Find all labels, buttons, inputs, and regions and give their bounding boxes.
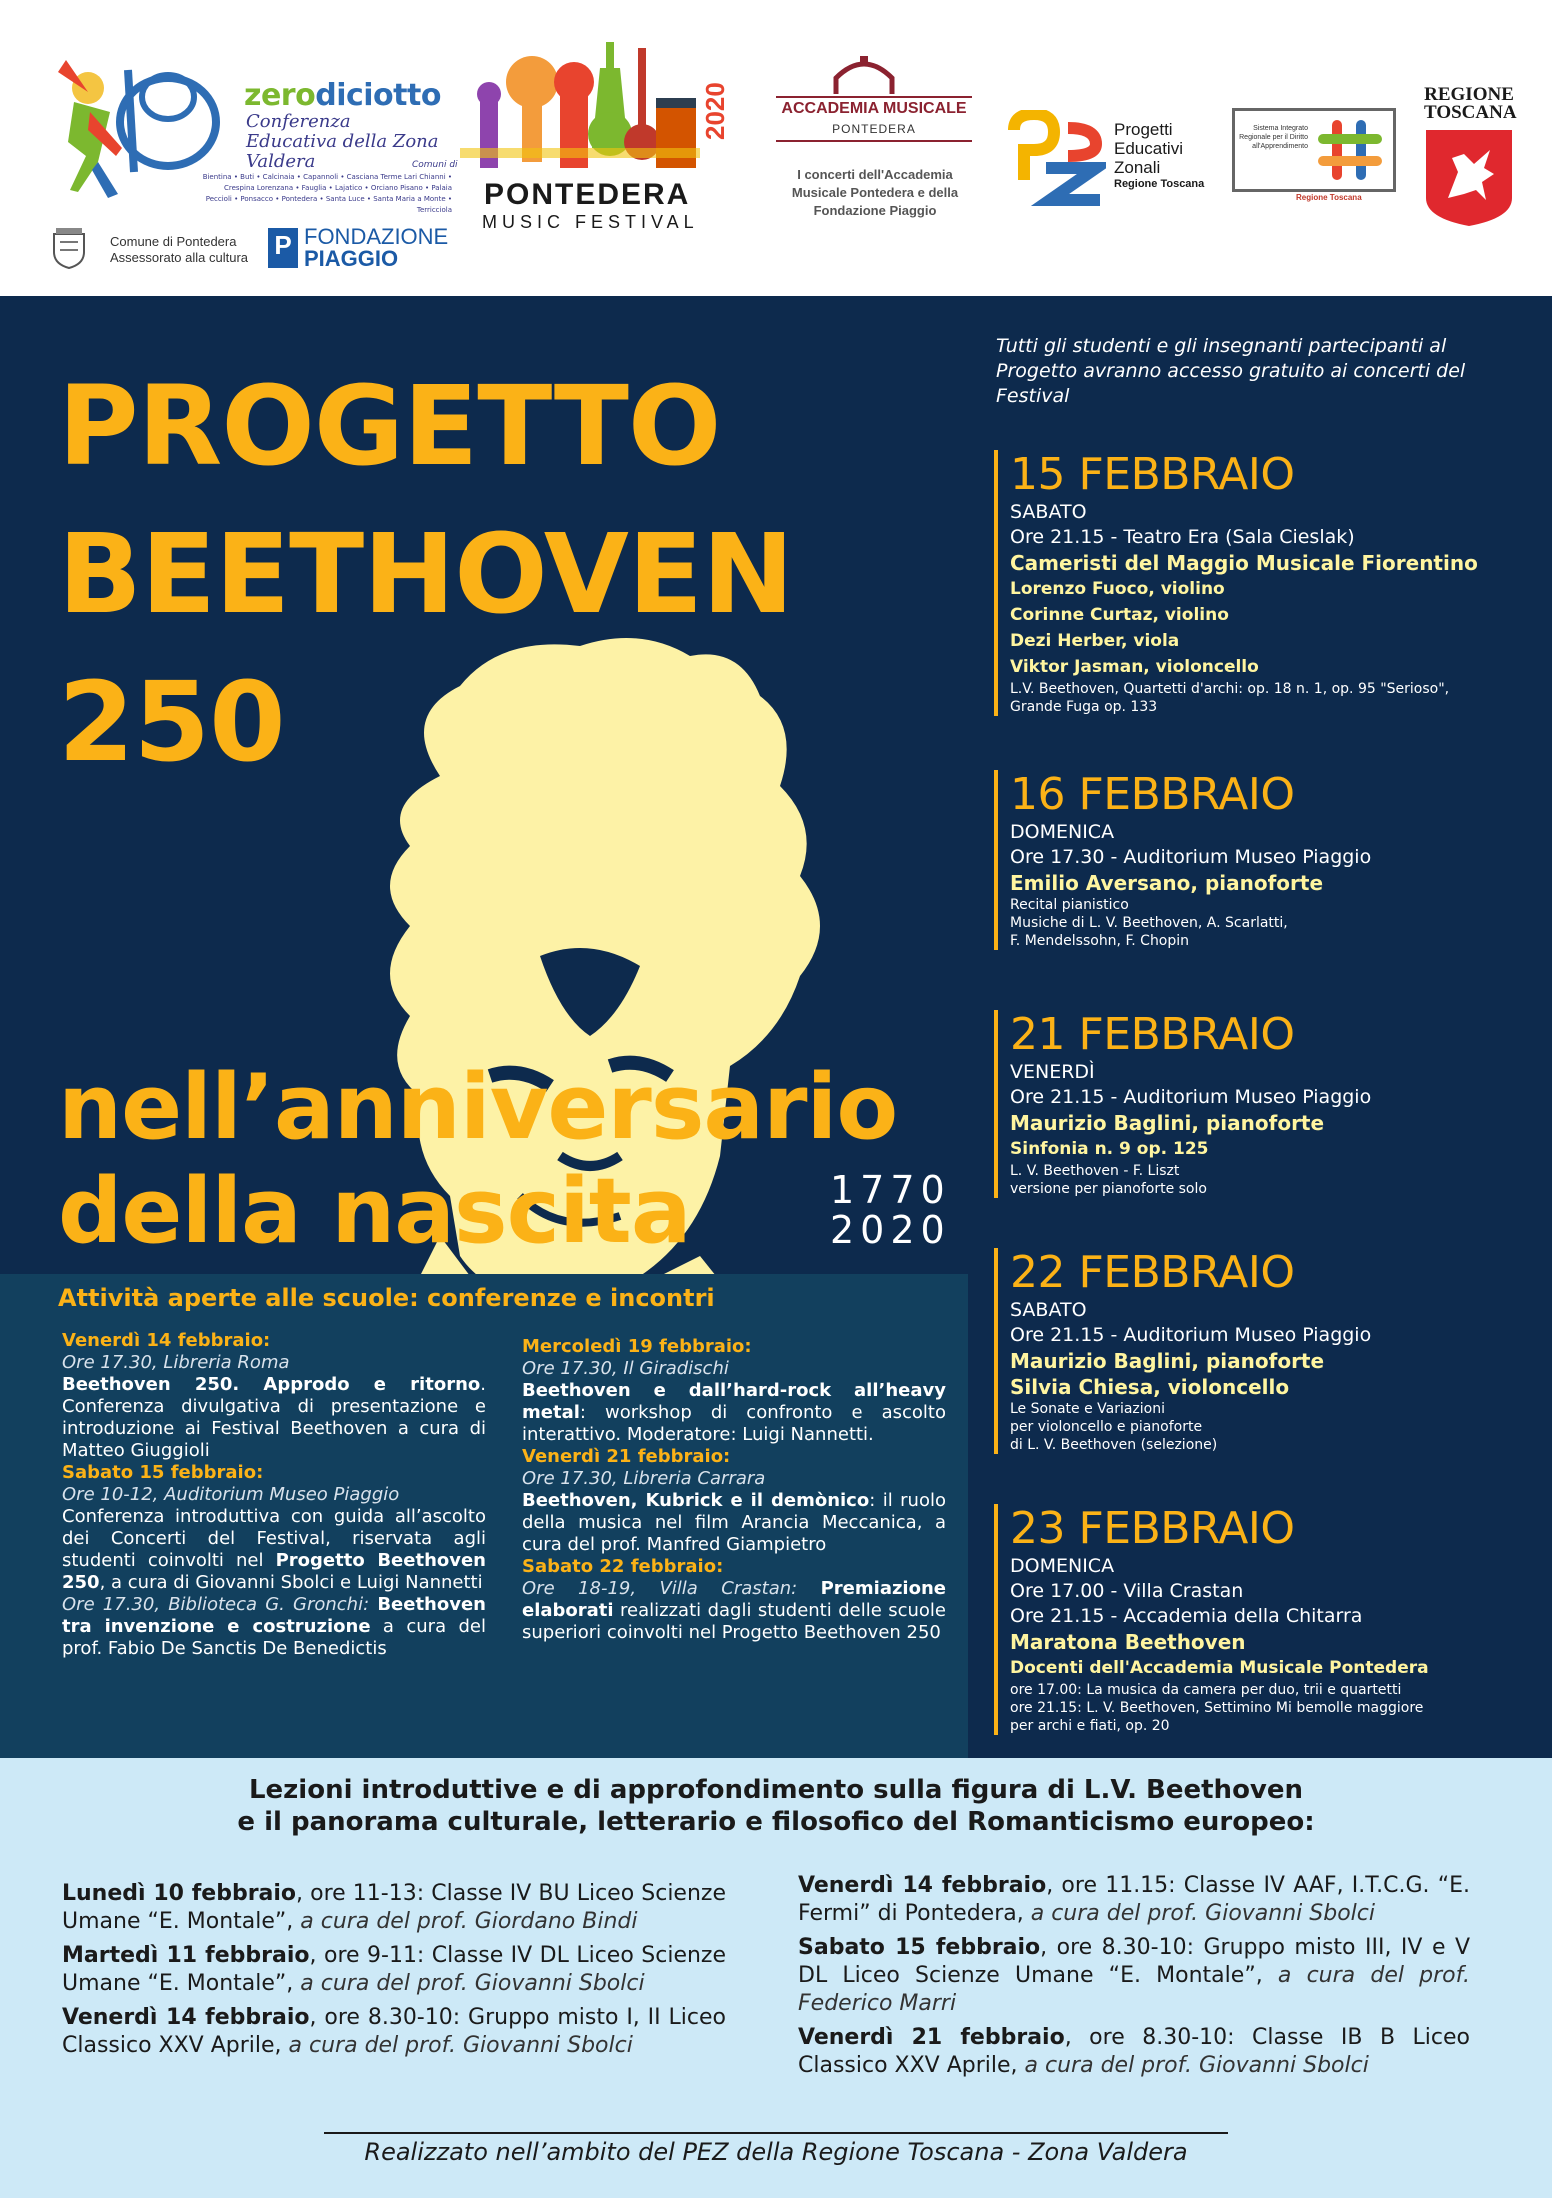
event-21-febbraio	[994, 1010, 1534, 1198]
activity-date: Venerdì 14 febbraio:	[62, 1330, 271, 1351]
lesson-item	[798, 2024, 1470, 2080]
event-program: F. Mendelssohn, F. Chopin	[1010, 933, 1190, 949]
activity-description	[62, 1594, 486, 1660]
event-23-febbraio	[994, 1504, 1534, 1735]
hero-title-line-2: BEETHOVEN	[58, 510, 794, 638]
event-time: Ore 17.30 - Auditorium Museo Piaggio	[1010, 846, 1372, 868]
lesson-day: Venerdì 21 febbraio	[798, 2025, 1065, 2050]
anniversary-line-1: nell’anniversario	[58, 1055, 898, 1160]
event-player: Dezi Herber, viola	[1010, 631, 1180, 651]
activity-title: Beethoven, Kubrick e il demònico	[522, 1490, 870, 1511]
activity-where: Ore 17.30, Libreria Carrara	[522, 1468, 766, 1489]
event-day: VENERDÌ	[1010, 1061, 1095, 1083]
event-artist: Silvia Chiesa, violoncello	[1010, 1375, 1290, 1399]
event-program: di L. V. Beethoven (selezione)	[1010, 1437, 1218, 1453]
lessons-left-column	[62, 1880, 726, 2066]
lesson-text: , ore 8.30-10: Gruppo misto III, IV e V DL Liceo Scienze Umane “E. Montale”,	[798, 1935, 1471, 1988]
event-player: Lorenzo Fuoco, violino	[1010, 579, 1225, 599]
lesson-item	[62, 1880, 726, 1936]
music-festival-subtitle: MUSIC FESTIVAL	[482, 212, 699, 232]
lesson-teacher: a cura del prof. Giovanni Sbolci	[1024, 2053, 1369, 2078]
year-birth: 1770	[830, 1168, 951, 1212]
lesson-day: Venerdì 14 febbraio	[62, 2005, 310, 2030]
event-15-febbraio	[994, 450, 1534, 716]
event-program: Recital pianistico	[1010, 897, 1129, 913]
hero-title-line-3: 250	[58, 658, 285, 786]
lesson-teacher: a cura del prof. Giordano Bindi	[300, 1909, 638, 1934]
event-time: Ore 21.15 - Auditorium Museo Piaggio	[1010, 1324, 1372, 1346]
pez-text	[1114, 120, 1183, 177]
fondazione-piaggio-icon: P	[268, 228, 298, 268]
zerodiciotto-title: zerodiciotto	[244, 78, 441, 113]
activity-text: . Conferenza divulgativa di presentazione e introduzione ai Festival Beethoven a cura di Matteo Giuggioli	[62, 1374, 486, 1461]
accademia-title: ACCADEMIA MUSICALE	[781, 100, 967, 117]
lesson-text: , ore 8.30-10: Classe IB B Liceo Classico XXV Aprile,	[798, 2025, 1470, 2078]
activity-date: Sabato 22 febbraio:	[522, 1556, 724, 1577]
regione-toscana-line-2: TOSCANA	[1424, 102, 1517, 123]
lesson-day: Lunedì 10 febbraio	[62, 1881, 297, 1906]
pez-region: Regione Toscana	[1114, 178, 1205, 190]
event-artist: Maratona Beethoven	[1010, 1630, 1246, 1654]
lesson-teacher: a cura del prof. Giovanni Sbolci	[300, 1971, 645, 1996]
event-day: SABATO	[1010, 501, 1087, 523]
activity-date: Mercoledì 19 febbraio:	[522, 1336, 752, 1357]
logo-header	[0, 0, 1552, 296]
event-program: ore 21.15: L. V. Beethoven, Settimino Mi bemolle maggiore	[1010, 1700, 1424, 1716]
event-time: Ore 21.15 - Teatro Era (Sala Cieslak)	[1010, 526, 1355, 548]
event-artist: Maurizio Baglini, pianoforte	[1010, 1111, 1325, 1135]
event-program: per violoncello e pianoforte	[1010, 1419, 1203, 1435]
accademia-description: I concerti dell'Accademia Musicale Pontedera e della Fondazione Piaggio	[791, 167, 959, 218]
zerodiciotto-comuni-heading: Comuni di	[412, 160, 458, 170]
event-artist-sub: Docenti dell'Accademia Musicale Pontedera	[1010, 1658, 1429, 1678]
event-date: 22 FEBBRAIO	[1010, 1247, 1295, 1298]
event-time: Ore 21.15 - Auditorium Museo Piaggio	[1010, 1086, 1372, 1108]
anniversary-line-2: della nascita	[58, 1159, 691, 1264]
accademia-arch-icon	[832, 54, 896, 94]
activity-where: Ore 17.30, Biblioteca G. Gronchi:	[62, 1594, 378, 1615]
regione-toscana-line-1: REGIONE	[1424, 84, 1514, 105]
event-16-febbraio	[994, 770, 1534, 950]
event-day: SABATO	[1010, 1299, 1087, 1321]
event-day: DOMENICA	[1010, 821, 1115, 843]
music-festival-instruments-icon	[460, 38, 700, 178]
activity-where: Ore 10-12, Auditorium Museo Piaggio	[62, 1484, 400, 1505]
event-date: 23 FEBBRAIO	[1010, 1503, 1295, 1554]
lesson-item	[62, 1942, 726, 1998]
zerodiciotto-subtitle: Conferenza Educativa della Zona Valdera	[246, 111, 439, 172]
event-artist: Emilio Aversano, pianoforte	[1010, 871, 1324, 895]
activity-title: Beethoven e dall’hard-rock all’heavy metal	[522, 1380, 946, 1423]
activity-text: : workshop di confronto e ascolto interattivo. Moderatore: Luigi Nannetti.	[522, 1402, 946, 1445]
event-program: L.V. Beethoven, Quartetti d'archi: op. 18 n. 1, op. 95 "Serioso", Grande Fuga op. 133	[1010, 681, 1450, 715]
activity-title: Beethoven tra invenzione e costruzione	[62, 1594, 486, 1637]
activities-right-column	[522, 1336, 946, 1644]
pez-line-1: Progetti	[1114, 120, 1173, 139]
lessons-right-column	[798, 1872, 1470, 2086]
pez-line-3: Zonali	[1114, 158, 1161, 177]
music-festival-name: PONTEDERA	[484, 178, 691, 211]
event-program: versione per pianoforte solo	[1010, 1181, 1207, 1197]
lesson-teacher: a cura del prof. Giovanni Sbolci	[288, 2033, 633, 2058]
fondazione-piaggio-text	[304, 226, 448, 270]
fondazione-line-1: FONDAZIONE	[304, 224, 449, 249]
event-artist: Cameristi del Maggio Musicale Fiorentino	[1010, 551, 1478, 575]
lesson-text: , ore 9-11: Classe IV DL Liceo Scienze Umane “E. Montale”,	[62, 1943, 726, 1996]
activity-description	[522, 1578, 946, 1644]
sir-hash-icon	[1314, 116, 1386, 184]
event-program: ore 17.00: La musica da camera per duo, trii e quartetti	[1010, 1682, 1402, 1698]
activity-text: realizzati dagli studenti delle scuole superiori coinvolti nel Progetto Beethoven 250	[522, 1600, 946, 1643]
event-player: Viktor Jasman, violoncello	[1010, 657, 1259, 677]
lesson-item	[798, 1872, 1470, 1928]
sir-region: Regione Toscana	[1296, 193, 1362, 202]
lesson-text: , ore 8.30-10: Gruppo misto I, II Liceo Classico XXV Aprile,	[62, 2005, 726, 2058]
lesson-item	[798, 1934, 1470, 2018]
activity-where: Ore 17.30, Libreria Roma	[62, 1352, 290, 1373]
lesson-day: Venerdì 14 febbraio	[798, 1873, 1047, 1898]
event-program: Musiche di L. V. Beethoven, A. Scarlatti,	[1010, 915, 1288, 931]
lessons-heading	[0, 1774, 1552, 1838]
regione-toscana-pegasus-icon	[1424, 128, 1514, 228]
lesson-text: , ore 11-13: Classe IV BU Liceo Scienze Umane “E. Montale”,	[62, 1881, 726, 1934]
activity-description	[522, 1380, 946, 1446]
accademia-top-rule	[776, 96, 972, 98]
anniversary-title	[58, 1056, 897, 1264]
comune-line-1: Comune di Pontedera	[110, 234, 237, 249]
event-22-febbraio	[994, 1248, 1534, 1454]
event-date: 15 FEBBRAIO	[1010, 449, 1295, 500]
hero-title-line-1: PROGETTO	[58, 362, 721, 490]
activities-left-column	[62, 1330, 486, 1660]
lesson-item	[62, 2004, 726, 2060]
comune-line-2: Assessorato alla cultura	[110, 250, 249, 265]
activity-text: a cura del prof. Fabio De Sanctis De Benedictis	[62, 1616, 486, 1659]
activity-where: Ore 18-19, Villa Crastan:	[522, 1578, 821, 1599]
event-program: Le Sonate e Variazioni	[1010, 1401, 1165, 1417]
event-program: L. V. Beethoven - F. Liszt	[1010, 1163, 1180, 1179]
music-festival-year: 2020	[700, 82, 730, 140]
activity-description	[62, 1374, 486, 1462]
activity-text: , a cura di Giovanni Sbolci e Luigi Nannetti	[99, 1572, 483, 1593]
event-player: Corinne Curtaz, violino	[1010, 605, 1229, 625]
event-date: 16 FEBBRAIO	[1010, 769, 1295, 820]
event-work: Sinfonia n. 9 op. 125	[1010, 1139, 1209, 1159]
activity-title: Beethoven 250. Approdo e ritorno	[62, 1374, 481, 1395]
free-access-note: Tutti gli studenti e gli insegnanti partecipanti al Progetto avranno accesso gratuito ai concerti del Festival	[996, 335, 1466, 407]
fondazione-line-2: PIAGGIO	[304, 246, 399, 271]
hero-title	[58, 352, 793, 796]
accademia-city: PONTEDERA	[832, 122, 916, 136]
lesson-day: Sabato 15 febbraio	[798, 1935, 1041, 1960]
lessons-heading-line-1: Lezioni introduttive e di approfondimento sulla figura di L.V. Beethoven	[248, 1775, 1304, 1805]
activities-heading: Attività aperte alle scuole: conferenze e incontri	[58, 1284, 715, 1312]
lessons-heading-line-2: e il panorama culturale, letterario e filosofico del Romanticismo europeo:	[237, 1807, 1315, 1837]
event-time: Ore 21.15 - Accademia della Chitarra	[1010, 1605, 1363, 1627]
comune-crest-icon	[50, 226, 88, 270]
footer-rule	[324, 2132, 1228, 2134]
event-time: Ore 17.00 - Villa Crastan	[1010, 1580, 1244, 1602]
activity-title: Premiazione elaborati	[522, 1578, 946, 1621]
lesson-text: , ore 11.15: Classe IV AAF, I.T.C.G. “E. Fermi” di Pontedera,	[798, 1873, 1470, 1926]
pez-logo-icon	[1006, 110, 1106, 206]
event-artist: Maurizio Baglini, pianoforte	[1010, 1349, 1325, 1373]
event-day: DOMENICA	[1010, 1555, 1115, 1577]
activity-text: Conferenza introduttiva con guida all’ascolto dei Concerti del Festival, riservata agli studenti coinvolti nel	[62, 1506, 486, 1571]
sir-text: Sistema Integrato Regionale per il Diritto all'Apprendimento	[1239, 125, 1308, 150]
comune-text	[110, 234, 248, 266]
footer-note: Realizzato nell’ambito del PEZ della Regione Toscana - Zona Valdera	[364, 2138, 1188, 2166]
accademia-bottom-rule	[776, 140, 972, 142]
lesson-day: Martedì 11 febbraio	[62, 1943, 310, 1968]
activity-title: Progetto Beethoven 250	[62, 1550, 486, 1593]
activity-date: Sabato 15 febbraio:	[62, 1462, 264, 1483]
lesson-teacher: a cura del prof. Giovanni Sbolci	[1030, 1901, 1375, 1926]
regione-toscana-title	[1424, 84, 1517, 123]
activity-text: : il ruolo della musica nel film Arancia Meccanica, a cura del prof. Manfred Giampietro	[522, 1490, 946, 1555]
years-range	[830, 1170, 951, 1250]
zerodiciotto-comuni-list: Bientina • Buti • Calcinaia • Capannoli • Casciana Terme Lari Chianni • Crespina Lorenzana • Fauglia • Lajatico • Orciano Pisano • Palaia Peccioli • Ponsacco • Pontedera • Santa Luce • Santa Maria a Monte • Terricciola	[202, 173, 452, 214]
event-date: 21 FEBBRAIO	[1010, 1009, 1295, 1060]
lesson-teacher: a cura del prof. Federico Marri	[798, 1963, 1470, 2016]
activity-description	[522, 1490, 946, 1556]
year-current: 2020	[830, 1208, 951, 1252]
activity-description	[62, 1506, 486, 1594]
pez-line-2: Educativi	[1114, 139, 1183, 158]
event-program: per archi e fiati, op. 20	[1010, 1718, 1170, 1734]
activity-where: Ore 17.30, Il Giradischi	[522, 1358, 729, 1379]
activity-date: Venerdì 21 febbraio:	[522, 1446, 731, 1467]
